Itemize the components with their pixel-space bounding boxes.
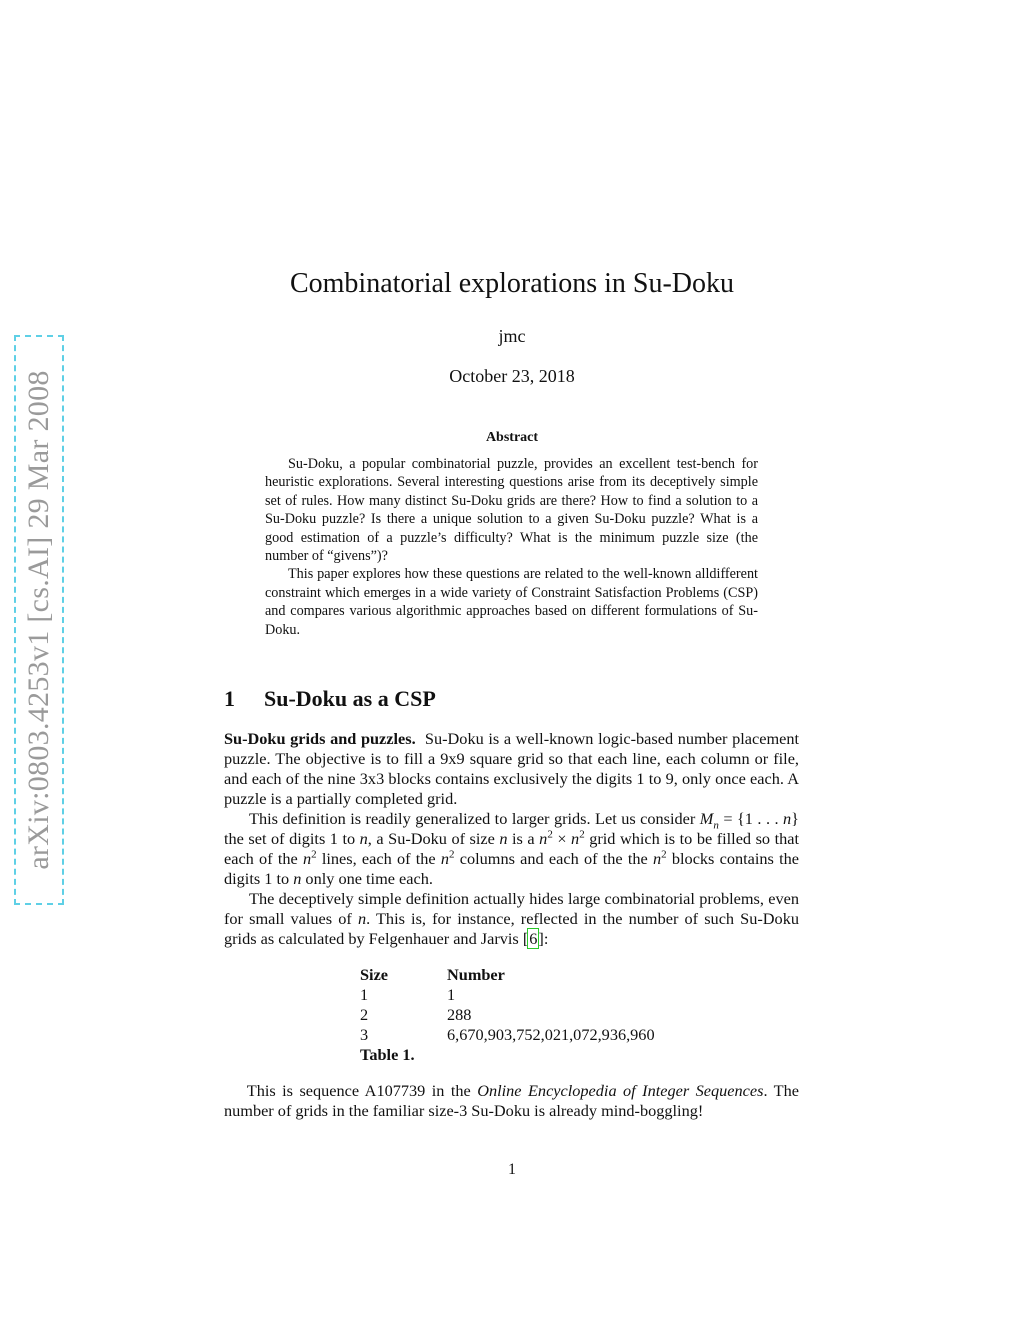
citation-link[interactable]: 6 — [529, 929, 538, 948]
paragraph — [224, 729, 799, 809]
math-exponent: 2 — [449, 848, 455, 861]
table-cell: 6,670,903,752,021,072,936,960 — [447, 1025, 655, 1044]
text-run: lines, each of the — [316, 849, 441, 868]
text-run: , a Su-Doku of size — [367, 829, 500, 848]
math-var: n — [571, 829, 580, 848]
text-run: . This is, for instance, reflected in the number of such Su-Doku grids as calculated by Felgenhauer and Jarvis [ — [224, 909, 799, 948]
text-run: columns and each of the the — [454, 849, 654, 868]
table-header: Size — [360, 965, 389, 984]
math-var: n — [653, 849, 662, 868]
table-cell: 1 — [447, 985, 456, 1004]
text-run: is a — [507, 829, 540, 848]
paper-title: Combinatorial explorations in Su-Doku — [289, 268, 735, 299]
grid-count-table — [360, 965, 655, 1065]
emphasis: Online Encyclopedia of Integer Sequences — [477, 1081, 764, 1100]
text-run: This is sequence A107739 in the — [246, 1081, 478, 1100]
section-number: 1 — [224, 686, 235, 711]
author: jmc — [498, 326, 526, 346]
text-run: } the set of digits 1 to — [224, 809, 799, 848]
table-header-row — [360, 965, 655, 985]
math-exponent: 2 — [661, 848, 667, 861]
section-body — [224, 729, 799, 949]
text-run: This definition is readily generalized to larger grids. Let us consider — [249, 809, 700, 828]
table-caption: Table 1. — [360, 1045, 415, 1064]
math-var: n — [293, 869, 302, 888]
text-run: ]: — [538, 929, 549, 948]
page-number: 1 — [508, 1161, 516, 1178]
text-run: only one time each. — [301, 869, 433, 888]
math-var: M — [699, 809, 714, 828]
table-cell: 2 — [360, 1005, 369, 1024]
date: October 23, 2018 — [449, 366, 575, 386]
math-var: n — [302, 849, 312, 868]
text-run: The deceptively simple definition actually hides large combinatorial problems, even for small values of — [224, 889, 799, 928]
arxiv-stamp[interactable] — [14, 335, 64, 905]
runin-heading: Su-Doku grids and puzzles. — [224, 729, 416, 748]
text-run: grid which is to be filled so that each of the — [224, 829, 800, 868]
math-exponent: 2 — [579, 828, 585, 841]
math-var: n — [783, 809, 792, 828]
table-row — [360, 1025, 655, 1045]
text-run: blocks contains the digits 1 to — [224, 849, 800, 888]
math-var: n — [357, 909, 367, 928]
abstract-paragraph: This paper explores how these questions are related to the well-known alldifferent constraint which emerges in a wide variety of Constraint Satisfaction Problems (CSP) and compares various algorithmic approaches based on different formulations of Su-Doku. — [265, 566, 758, 638]
table-row — [360, 985, 655, 1005]
paragraph-text: Su-Doku is a well-known logic-based number placement puzzle. The objective is to fill a 9x9 square grid so that each line, each column or file, and each of the nine 3x3 blocks contains exclusively the digits 1 to 9, only once each. A puzzle is a partially completed grid. — [224, 729, 799, 808]
section-title: Su-Doku as a CSP — [264, 686, 436, 711]
table-cell: 1 — [360, 985, 369, 1004]
table-cell: 288 — [447, 1005, 472, 1024]
paragraph — [224, 1081, 799, 1121]
math-var: n — [359, 829, 368, 848]
table-header: Number — [447, 965, 505, 984]
text-run: × — [552, 829, 572, 848]
math-var: n — [440, 849, 450, 868]
math-var: n — [539, 829, 548, 848]
text-run: . The number of grids in the familiar size-3 Su-Doku is already mind-boggling! — [224, 1081, 799, 1120]
abstract-heading: Abstract — [485, 430, 539, 445]
text-run: = {1 . . . — [718, 809, 784, 828]
math-var: n — [499, 829, 508, 848]
section-heading — [224, 686, 804, 712]
closing-paragraph — [224, 1081, 799, 1121]
math-exponent: 2 — [311, 848, 317, 861]
arxiv-id[interactable]: arXiv:0803.4253v1 [cs.AI] 29 Mar 2008 — [22, 370, 55, 870]
table-caption-row — [360, 1045, 655, 1065]
table-row — [360, 1005, 655, 1025]
abstract-paragraph: Su-Doku, a popular combinatorial puzzle, provides an excellent test-bench for heuristic explorations. Several interesting questions arise from its deceptively simple set of rules. How many distinct Su-Doku grids are there? How to find a solution to a Su-Doku puzzle? Is there a unique solution to a given Su-Doku puzzle? What is a good estimation of a puzzle’s difficulty? What is the minimum puzzle size (the number of “givens”)? — [265, 456, 758, 565]
math-exponent: 2 — [547, 828, 553, 841]
paragraph — [224, 809, 799, 889]
table-cell: 3 — [360, 1025, 369, 1044]
abstract — [265, 455, 758, 639]
math-var: n — [713, 819, 719, 832]
paragraph — [224, 889, 799, 949]
